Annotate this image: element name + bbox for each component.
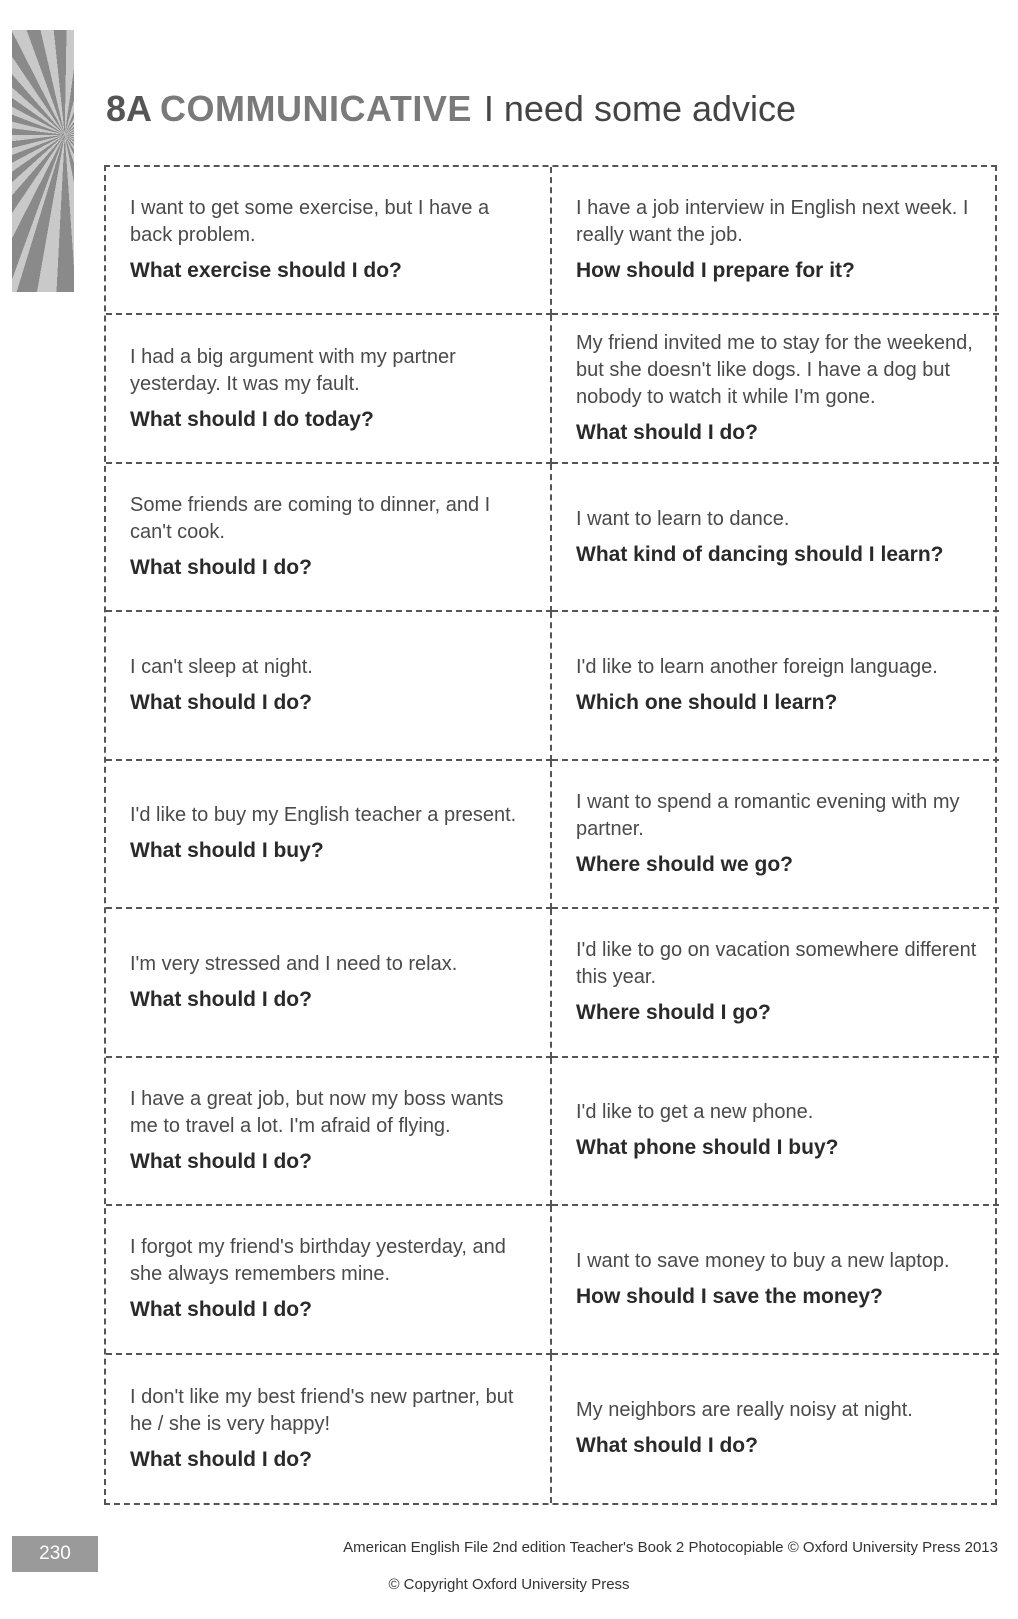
card-question: What exercise should I do?	[130, 259, 402, 283]
lesson-code: 8A	[106, 88, 153, 129]
card-question: What should I buy?	[130, 839, 324, 863]
card-question: What should I do?	[130, 987, 312, 1011]
card-situation: I forgot my friend's birthday yesterday, and she always remembers mine.	[130, 1236, 506, 1286]
card-situation: I had a big argument with my partner yesterday. It was my fault.	[130, 345, 456, 395]
advice-card	[106, 315, 552, 463]
card-situation: I want to get some exercise, but I have a back problem.	[130, 197, 490, 247]
page-subtitle: I need some advice	[483, 88, 797, 129]
advice-card	[106, 612, 552, 760]
card-question: What should I do?	[130, 556, 312, 580]
book-title: American English File 2nd edition Teacher's Book 2	[343, 1539, 685, 1556]
advice-card	[552, 464, 999, 612]
advice-card	[552, 1206, 999, 1354]
card-situation: I have a great job, but now my boss wants me to travel a lot. I'm afraid of flying.	[130, 1087, 504, 1137]
advice-card	[106, 1355, 552, 1503]
card-question: Which one should I learn?	[576, 691, 838, 715]
card-situation: I can't sleep at night.	[130, 656, 313, 679]
page-title	[106, 84, 796, 134]
advice-card	[106, 1058, 552, 1206]
advice-card	[552, 1355, 999, 1503]
card-question: How should I prepare for it?	[576, 259, 855, 283]
advice-card	[106, 167, 552, 315]
card-situation: I'd like to go on vacation somewhere different this year.	[576, 939, 977, 989]
copyright-text: © Copyright Oxford University Press	[388, 1576, 630, 1593]
card-situation: I want to save money to buy a new laptop.	[576, 1249, 950, 1272]
side-tab-decoration	[12, 30, 74, 292]
card-question: What should I do?	[130, 691, 312, 715]
card-situation: I don't like my best friend's new partner, but he / she is very happy!	[130, 1385, 514, 1435]
card-question: What should I do?	[130, 1298, 312, 1322]
advice-card	[552, 315, 999, 463]
advice-card	[106, 1206, 552, 1354]
card-situation: I'd like to get a new phone.	[576, 1101, 814, 1124]
card-question: What kind of dancing should I learn?	[576, 542, 944, 566]
card-situation: I have a job interview in English next week. I really want the job.	[576, 197, 969, 247]
card-situation: Some friends are coming to dinner, and I can't cook.	[130, 494, 491, 544]
card-situation: I want to learn to dance.	[576, 507, 790, 530]
license-text: Photocopiable © Oxford University Press 2013	[688, 1539, 998, 1556]
card-question: What should I do?	[576, 1434, 758, 1458]
card-situation: My friend invited me to stay for the weekend, but she doesn't like dogs. I have a dog but nobody to watch it while I'm gone.	[576, 332, 973, 409]
card-situation: I'd like to buy my English teacher a present.	[130, 804, 517, 827]
footer-credit	[343, 1539, 998, 1556]
advice-card	[106, 761, 552, 909]
card-question: What should I do?	[130, 1149, 312, 1173]
card-situation: My neighbors are really noisy at night.	[576, 1399, 913, 1422]
card-question: What should I do?	[130, 1447, 312, 1471]
card-situation: I'm very stressed and I need to relax.	[130, 952, 458, 975]
advice-card	[552, 612, 999, 760]
advice-card	[106, 909, 552, 1057]
card-question: What phone should I buy?	[576, 1136, 839, 1160]
card-question: Where should I go?	[576, 1001, 771, 1025]
card-question: Where should we go?	[576, 852, 794, 876]
advice-card	[106, 464, 552, 612]
card-question: How should I save the money?	[576, 1284, 883, 1308]
section-label: COMMUNICATIVE	[160, 88, 472, 129]
advice-card	[552, 909, 999, 1057]
card-question: What should I do?	[576, 421, 758, 445]
page-number: 230	[12, 1536, 98, 1572]
card-situation: I want to spend a romantic evening with my partner.	[576, 790, 960, 840]
advice-card	[552, 761, 999, 909]
card-question: What should I do today?	[130, 407, 374, 431]
advice-card	[552, 1058, 999, 1206]
advice-cards-grid	[104, 165, 997, 1505]
card-situation: I'd like to learn another foreign language.	[576, 656, 938, 679]
advice-card	[552, 167, 999, 315]
